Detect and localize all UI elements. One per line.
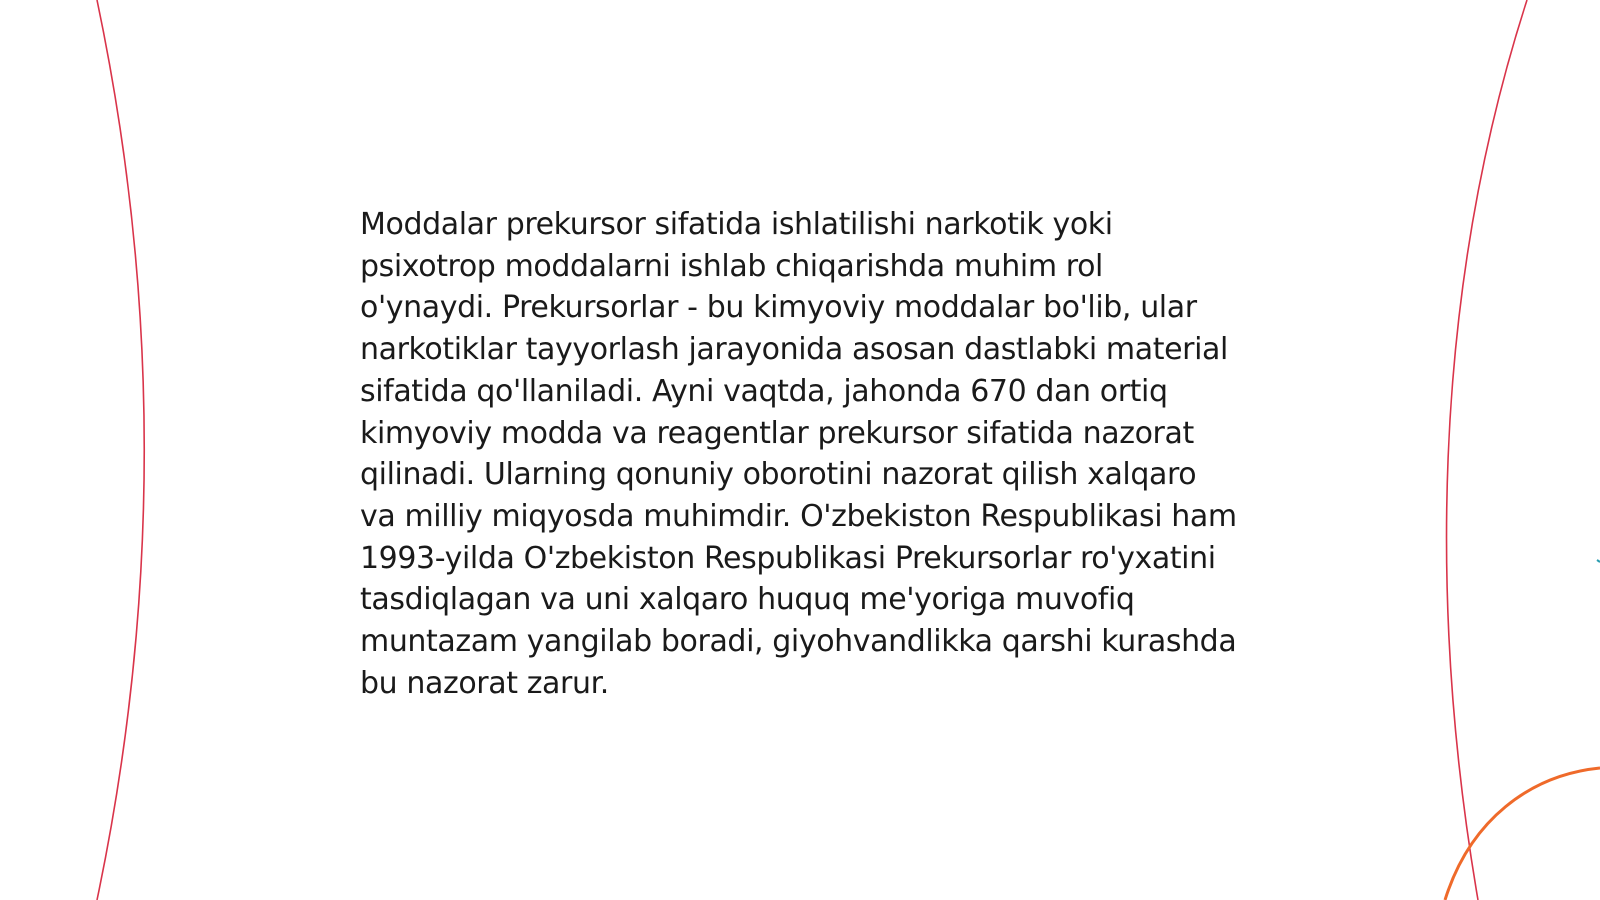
right-curve-line	[1447, 0, 1527, 900]
body-paragraph: Moddalar prekursor sifatida ishlatilishi narkotik yoki psixotrop moddalarni ishlab chiqarishda muhim rol o'ynaydi. Prekursorlar - bu kimyoviy moddalar bo'lib, ular narkotiklar tayyorlash jarayonida asosan dastlabki material sifatida qo'llaniladi. Ayni vaqtda, jahonda 670 dan ortiq kimyoviy modda va reagentlar prekursor sifatida nazorat qilinadi. Ularning qonuniy oborotini nazorat qilish xalqaro va milliy miqyosda muhimdir. O'zbekiston Respublikasi ham 1993-yilda O'zbekiston Respublikasi Prekursorlar ro'yxatini tasdiqlagan va uni xalqaro huquq me'yoriga muvofiq muntazam yangilab boradi, giyohvandlikka qarshi kurashda bu nazorat zarur.	[360, 207, 1237, 701]
left-curve-line	[97, 0, 144, 900]
